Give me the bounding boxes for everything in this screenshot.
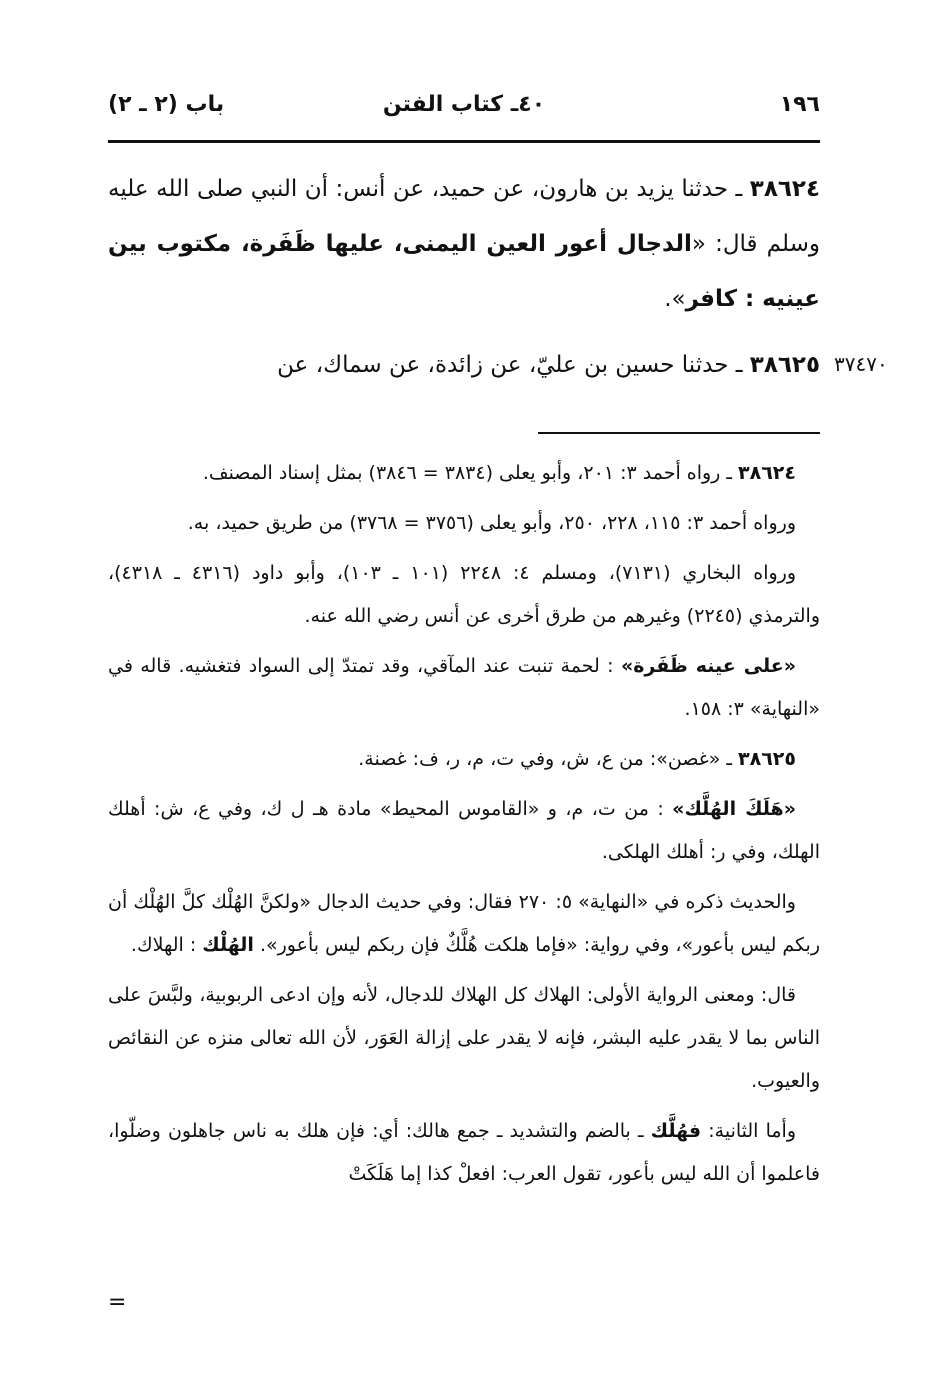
hadith-38624 (108, 162, 820, 327)
footnote-text: : من ت، م، و «القاموس المحيط» مادة هـ ل ك، وفي ع، ش: أهلك الهلك، وفي ر: أهلك الهلكى. (108, 798, 820, 863)
footnote-text: قال: ومعنى الرواية الأولى: الهلاك كل الهلاك للدجال، لأنه وإن ادعى الربوبية، ولبَّسَ على الناس بما لا يقدر عليه البشر، فإنه لا يقدر على إزالة العَوَر، لأن الله تعالى منزه عن النقائص والعيوب. (108, 984, 820, 1092)
footnote-9 (108, 1110, 820, 1196)
hadith-number: ٣٨٦٢٤ (749, 176, 820, 202)
footnote-number: ٣٨٦٢٥ (738, 748, 796, 770)
footnote-number: ٣٨٦٢٤ (738, 462, 796, 484)
footnote-text: : الهلاك. (130, 934, 197, 956)
footnote-text: : لحمة تنبت عند المآقي، وقد تمتدّ إلى السواد فتغشيه. قاله في «النهاية» ٣: ١٥٨. (108, 655, 820, 720)
footnote-2 (108, 502, 820, 545)
footnote-4 (108, 645, 820, 731)
footnote-7 (108, 881, 820, 967)
footnote-1 (108, 452, 820, 495)
footnote-separator (538, 432, 820, 434)
footnote-term: «هَلَكَ الهُلَّك» (672, 798, 797, 820)
footnote-text: ـ «غصن»: من ع، ش، وفي ت، م، ر، ف: غصنة. (358, 748, 732, 770)
footnote-text: ورواه أحمد ٣: ١١٥، ٢٢٨، ٢٥٠، وأبو يعلى (٣٧٥٦ = ٣٧٦٨) من طريق حميد، به. (187, 512, 796, 534)
footnote-term: الهُلْك (202, 934, 254, 956)
footnote-term: «على عينه ظَفَرة» (620, 655, 796, 677)
hadith-38625 (108, 338, 820, 393)
footnote-5 (108, 738, 820, 781)
hadith-close: ». (664, 286, 686, 312)
continuation-mark: = (108, 1290, 127, 1315)
page-number: ١٩٦ (779, 92, 820, 117)
footnote-8 (108, 974, 820, 1103)
running-header (108, 92, 820, 132)
book-title: ٤٠ـ كتاب الفتن (382, 92, 546, 117)
hadith-chain: ـ حدثنا حسين بن عليّ، عن زائدة، عن سماك، عن (277, 352, 743, 378)
footnote-text: ورواه البخاري (٧١٣١)، ومسلم ٤: ٢٢٤٨ (١٠١ ـ ١٠٣)، وأبو داود (٤٣١٦ ـ ٤٣١٨)، والترمذي (٢٢٤٥) وغيرهم من طرق أخرى عن أنس رضي الله عنه. (108, 562, 820, 627)
footnote-text: والحديث ذكره في «النهاية» ٥: ٢٧٠ فقال: وفي حديث الدجال «ولكنَّ الهُلْك كلَّ الهُلْك أن ربكم ليس بأعور»، وفي رواية: «فإما هلكت هُلَّكٌ فإن ربكم ليس بأعور». (108, 891, 820, 956)
hadith-number: ٣٨٦٢٥ (749, 352, 820, 378)
chapter-label: باب (٢ ـ ٢) (108, 92, 225, 117)
footnotes (108, 452, 820, 1203)
header-rule (108, 140, 820, 143)
hadith-chain: ـ حدثنا يزيد بن هارون، عن حميد، عن أنس: أن النبي صلى الله عليه وسلم قال: « (108, 176, 820, 257)
footnote-text: وأما الثانية: (708, 1120, 796, 1142)
footnote-6 (108, 788, 820, 874)
margin-number: ٣٧٤٧٠ (834, 352, 888, 376)
footnote-3 (108, 552, 820, 638)
footnote-text: ـ بالضم والتشديد ـ جمع هالك: أي: فإن هلك به ناس جاهلون وضلّوا، فاعلموا أن الله ليس بأعور، تقول العرب: افعلْ كذا إما هَلَكَتْ (108, 1120, 820, 1185)
footnote-text: ـ رواه أحمد ٣: ٢٠١، وأبو يعلى (٣٨٣٤ = ٣٨٤٦) بمثل إسناد المصنف. (202, 462, 732, 484)
footnote-term: فهُلَّك (650, 1120, 702, 1142)
hadith-matn: الدجال أعور العين اليمنى، عليها ظَفَرة، مكتوب بين عينيه : كافر (108, 231, 820, 312)
